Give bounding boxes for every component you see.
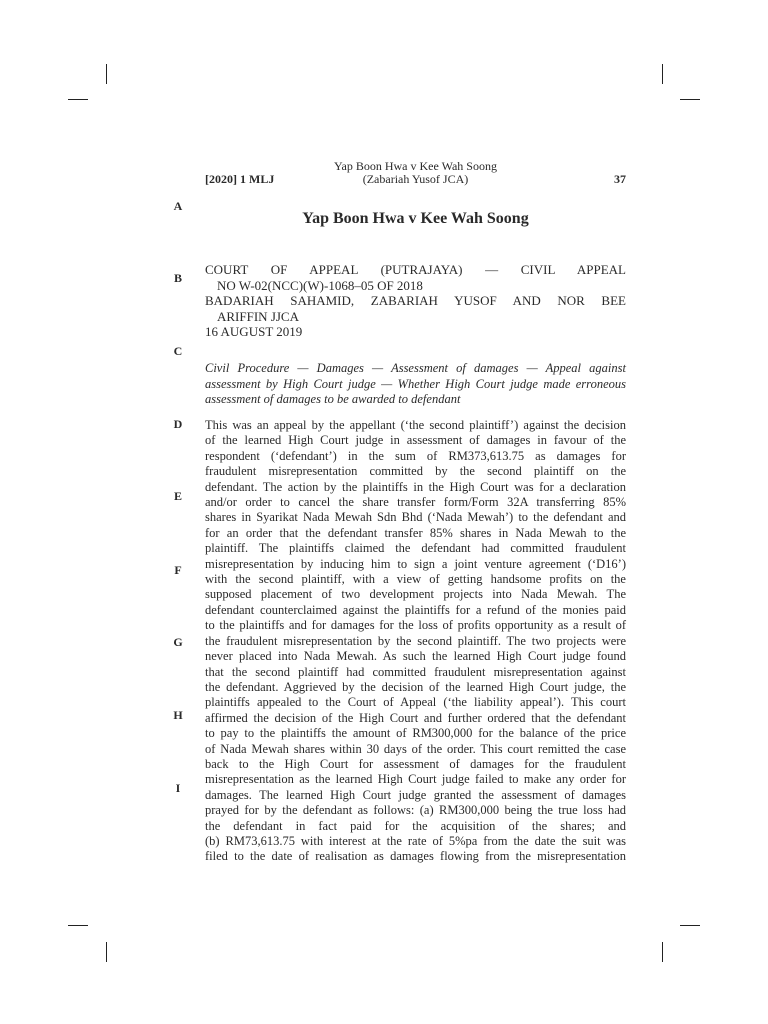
- crop-mark-bottom-left-vertical: [106, 942, 107, 962]
- body-line: defendant. The action by the plaintiffs in the High Court was for a declaration: [205, 479, 626, 494]
- body-line: misrepresentation by inducing him to sign a joint venture agreement (‘D16’): [205, 556, 626, 571]
- body-line: with the second plaintiff, with a view of getting handsome profits on the: [205, 572, 626, 587]
- body-line: affirmed the decision of the High Court and further ordered that the defendant: [205, 710, 626, 725]
- body-line: respondent (‘defendant’) in the sum of RM373,613.75 as damages for: [205, 448, 626, 463]
- body-line: of Nada Mewah shares within 30 days of the order. This court remitted the case: [205, 741, 626, 756]
- crop-mark-top-right-horizontal: [680, 99, 700, 100]
- court-line2: NO W-02(NCC)(W)-1068–05 OF 2018: [217, 277, 423, 293]
- headnote-body: [205, 418, 626, 865]
- crop-mark-bottom-right-horizontal: [680, 925, 700, 926]
- body-line: shares in Syarikat Nada Mewah Sdn Bhd (‘Nada Mewah’) to the defendant and: [205, 510, 626, 525]
- catchwords-line3: assessment of damages to be awarded to defendant: [205, 392, 461, 406]
- catchwords-line2: assessment by High Court judge — Whether High Court judge made erroneous: [205, 376, 626, 391]
- body-line: the defendant in fact paid for the acquisition of the shares; and: [205, 818, 626, 833]
- header-running-title: [205, 160, 626, 186]
- body-line: that the second plaintiff had committed fraudulent misrepresentation against: [205, 664, 626, 679]
- body-line: This was an appeal by the appellant (‘the second plaintiff’) against the decision: [205, 418, 626, 432]
- margin-letter-c: C: [173, 344, 183, 358]
- court-details: [205, 262, 626, 340]
- judges-line1: BADARIAH SAHAMID, ZABARIAH YUSOF AND NOR BEE: [205, 293, 626, 308]
- body-line: the fraudulent misrepresentation by the second plaintiff. The two projects were: [205, 633, 626, 648]
- body-line: plaintiffs appealed to the Court of Appeal (‘the liability appeal’). This court: [205, 695, 626, 710]
- judgment-date: 16 AUGUST 2019: [205, 324, 303, 339]
- header-running-title-line1: Yap Boon Hwa v Kee Wah Soong: [334, 159, 497, 173]
- body-line: never placed into Nada Mewah. As such the learned High Court judge found: [205, 649, 626, 664]
- crop-mark-bottom-right-vertical: [662, 942, 663, 962]
- crop-mark-top-left-vertical: [106, 64, 107, 84]
- margin-letter-b: B: [173, 271, 182, 285]
- margin-letter-a: A: [173, 199, 183, 213]
- body-line: filed to the date of realisation as damages flowing from the misrepresentation: [205, 849, 626, 864]
- judges-line2: ARIFFIN JJCA: [217, 308, 299, 324]
- catchwords-line1: Civil Procedure — Damages — Assessment of damages — Appeal against: [205, 361, 626, 375]
- body-line: defendant counterclaimed against the plaintiffs for a refund of the monies paid: [205, 602, 626, 617]
- catchwords: [205, 361, 626, 408]
- body-line: and/or order to cancel the share transfer form/Form 32A transferring 85%: [205, 495, 626, 510]
- body-line: plaintiff. The plaintiffs claimed the defendant had committed fraudulent: [205, 541, 626, 556]
- crop-mark-bottom-left-horizontal: [68, 925, 88, 926]
- header-running-title-line2: (Zabariah Yusof JCA): [362, 172, 469, 186]
- body-line: fraudulent misrepresentation committed by the second plaintiff on the: [205, 464, 626, 479]
- body-line: to the plaintiffs and for damages for the loss of profits opportunity as a result of: [205, 618, 626, 633]
- case-title: Yap Boon Hwa v Kee Wah Soong: [302, 210, 529, 227]
- body-line: (b) RM73,613.75 with interest at the rate of 5%pa from the date the suit was: [205, 833, 626, 848]
- body-line: back to the High Court for assessment of damages for the fraudulent: [205, 756, 626, 771]
- court-line1: COURT OF APPEAL (PUTRAJAYA) — CIVIL APPEAL: [205, 262, 626, 277]
- margin-letter-i: I: [175, 781, 181, 795]
- body-line: of the learned High Court judge in assessment of damages in favour of the: [205, 433, 626, 448]
- header-citation: [2020] 1 MLJ: [205, 172, 275, 186]
- crop-mark-top-right-vertical: [662, 64, 663, 84]
- body-line: supposed placement of two development projects into Nada Mewah. The: [205, 587, 626, 602]
- body-line: for an order that the defendant transfer 85% shares in Nada Mewah to the: [205, 525, 626, 540]
- body-line: the defendant. Aggrieved by the decision of the learned High Court judge, the: [205, 679, 626, 694]
- body-line: to pay to the plaintiffs the amount of RM300,000 for the balance of the price: [205, 726, 626, 741]
- margin-letter-e: E: [173, 489, 182, 503]
- running-header: [205, 160, 626, 188]
- margin-letter-h: H: [173, 708, 183, 722]
- header-page-number: 37: [614, 172, 626, 186]
- body-line: damages. The learned High Court judge granted the assessment of damages: [205, 787, 626, 802]
- crop-mark-top-left-horizontal: [68, 99, 88, 100]
- margin-letter-g: G: [173, 635, 183, 649]
- body-line: prayed for by the defendant as follows: (a) RM300,000 being the true loss had: [205, 803, 626, 818]
- margin-letter-f: F: [174, 563, 182, 577]
- margin-letter-d: D: [173, 417, 183, 431]
- body-line: misrepresentation as the learned High Court judge failed to make any order for: [205, 772, 626, 787]
